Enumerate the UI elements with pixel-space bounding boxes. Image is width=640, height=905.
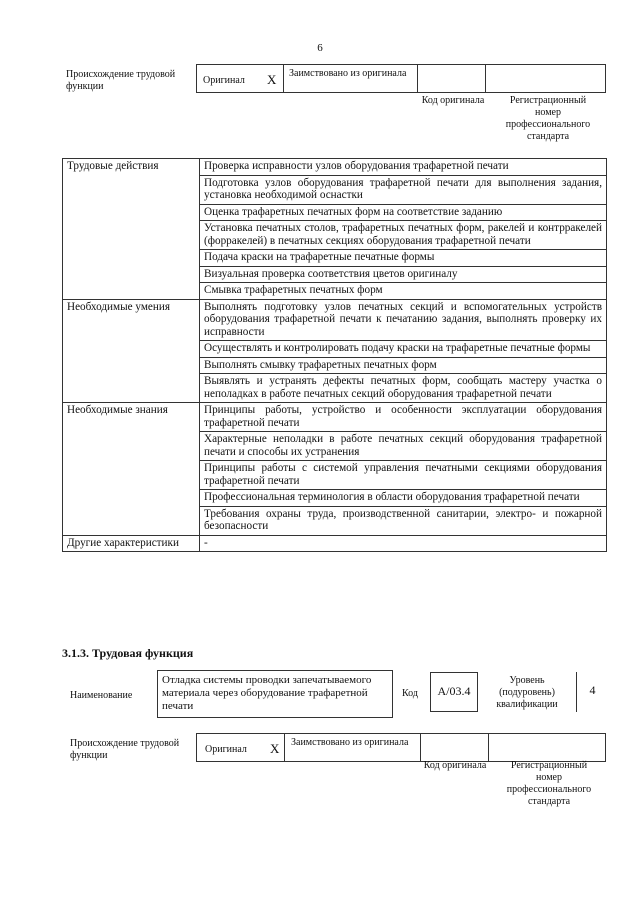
- original-option-bottom: Оригинал: [205, 744, 247, 755]
- code-label: Код: [402, 688, 418, 699]
- origin-box-bottom: [196, 733, 606, 762]
- reg-caption: Регистрационный номер профессионального стандарта: [505, 95, 591, 142]
- level-label: Уровень (подуровень) квалификации: [496, 675, 558, 710]
- function-table: [62, 158, 607, 552]
- code-caption: Код оригинала: [421, 95, 485, 106]
- row-item: Осуществлять и контролировать подачу краски на трафаретные печатные формы: [200, 341, 607, 358]
- row-category: Трудовые действия: [63, 159, 200, 300]
- reg-caption-bottom: Регистрационный номер профессионального стандарта: [506, 760, 592, 807]
- row-item: Визуальная проверка соответствия цветов оригиналу: [200, 266, 607, 283]
- origin-label-bottom: Происхождение трудовой функции: [70, 738, 180, 761]
- page-number: 6: [317, 42, 323, 54]
- row-item: Подача краски на трафаретные печатные формы: [200, 250, 607, 267]
- row-item: -: [200, 535, 607, 552]
- row-item: Подготовка узлов оборудования трафаретной печати для выполнения задания, установка необходимой оснастки: [200, 175, 607, 204]
- row-item: Смывка трафаретных печатных форм: [200, 283, 607, 300]
- row-item: Выявлять и устранять дефекты печатных форм, сообщать мастеру участка о неполадках в работе печатных секций оборудования трафаретной печати: [200, 374, 607, 403]
- section-title: 3.1.3. Трудовая функция: [62, 646, 194, 660]
- original-option: Оригинал: [203, 75, 245, 86]
- row-item: Принципы работы с системой управления печатными секциями оборудования трафаретной печати: [200, 461, 607, 490]
- origin-box: [196, 64, 606, 93]
- row-category: Необходимые умения: [63, 299, 200, 403]
- level-value: 4: [576, 672, 608, 712]
- table-row: [63, 403, 607, 432]
- original-mark: X: [267, 72, 277, 87]
- row-item: Выполнять смывку трафаретных печатных форм: [200, 357, 607, 374]
- table-row: [63, 299, 607, 341]
- name-value: Отладка системы проводки запечатываемого материала через оборудование трафаретной печати: [157, 670, 393, 718]
- row-item: Проверка исправности узлов оборудования трафаретной печати: [200, 159, 607, 176]
- row-item: Установка печатных столов, трафаретных печатных форм, ракелей и контрракелей (форракелей) в печатных секциях оборудования трафаретной печати: [200, 221, 607, 250]
- row-item: Принципы работы, устройство и особенности эксплуатации оборудования трафаретной печати: [200, 403, 607, 432]
- row-item: Профессиональная терминология в области оборудования трафаретной печати: [200, 490, 607, 507]
- origin-label: Происхождение трудовой функции: [66, 69, 176, 92]
- row-item: Характерные неполадки в работе печатных секций оборудования трафаретной печати и способы их устранения: [200, 432, 607, 461]
- name-label: Наименование: [70, 690, 133, 701]
- row-category: Необходимые знания: [63, 403, 200, 536]
- row-item: Выполнять подготовку узлов печатных секций и вспомогательных устройств оборудования трафаретной печати к печатанию задания, выполнять проверку их исправности: [200, 299, 607, 341]
- row-item: Требования охраны труда, производственной санитарии, электро- и пожарной безопасности: [200, 506, 607, 535]
- row-category: Другие характеристики: [63, 535, 200, 552]
- borrowed-option: Заимствовано из оригинала: [289, 68, 407, 79]
- table-row: [63, 535, 607, 552]
- table-row: [63, 159, 607, 176]
- borrowed-option-bottom: Заимствовано из оригинала: [291, 737, 409, 748]
- original-mark-bottom: X: [270, 741, 280, 756]
- code-caption-bottom: Код оригинала: [423, 760, 487, 771]
- row-item: Оценка трафаретных печатных форм на соответствие заданию: [200, 204, 607, 221]
- code-value: A/03.4: [430, 672, 478, 712]
